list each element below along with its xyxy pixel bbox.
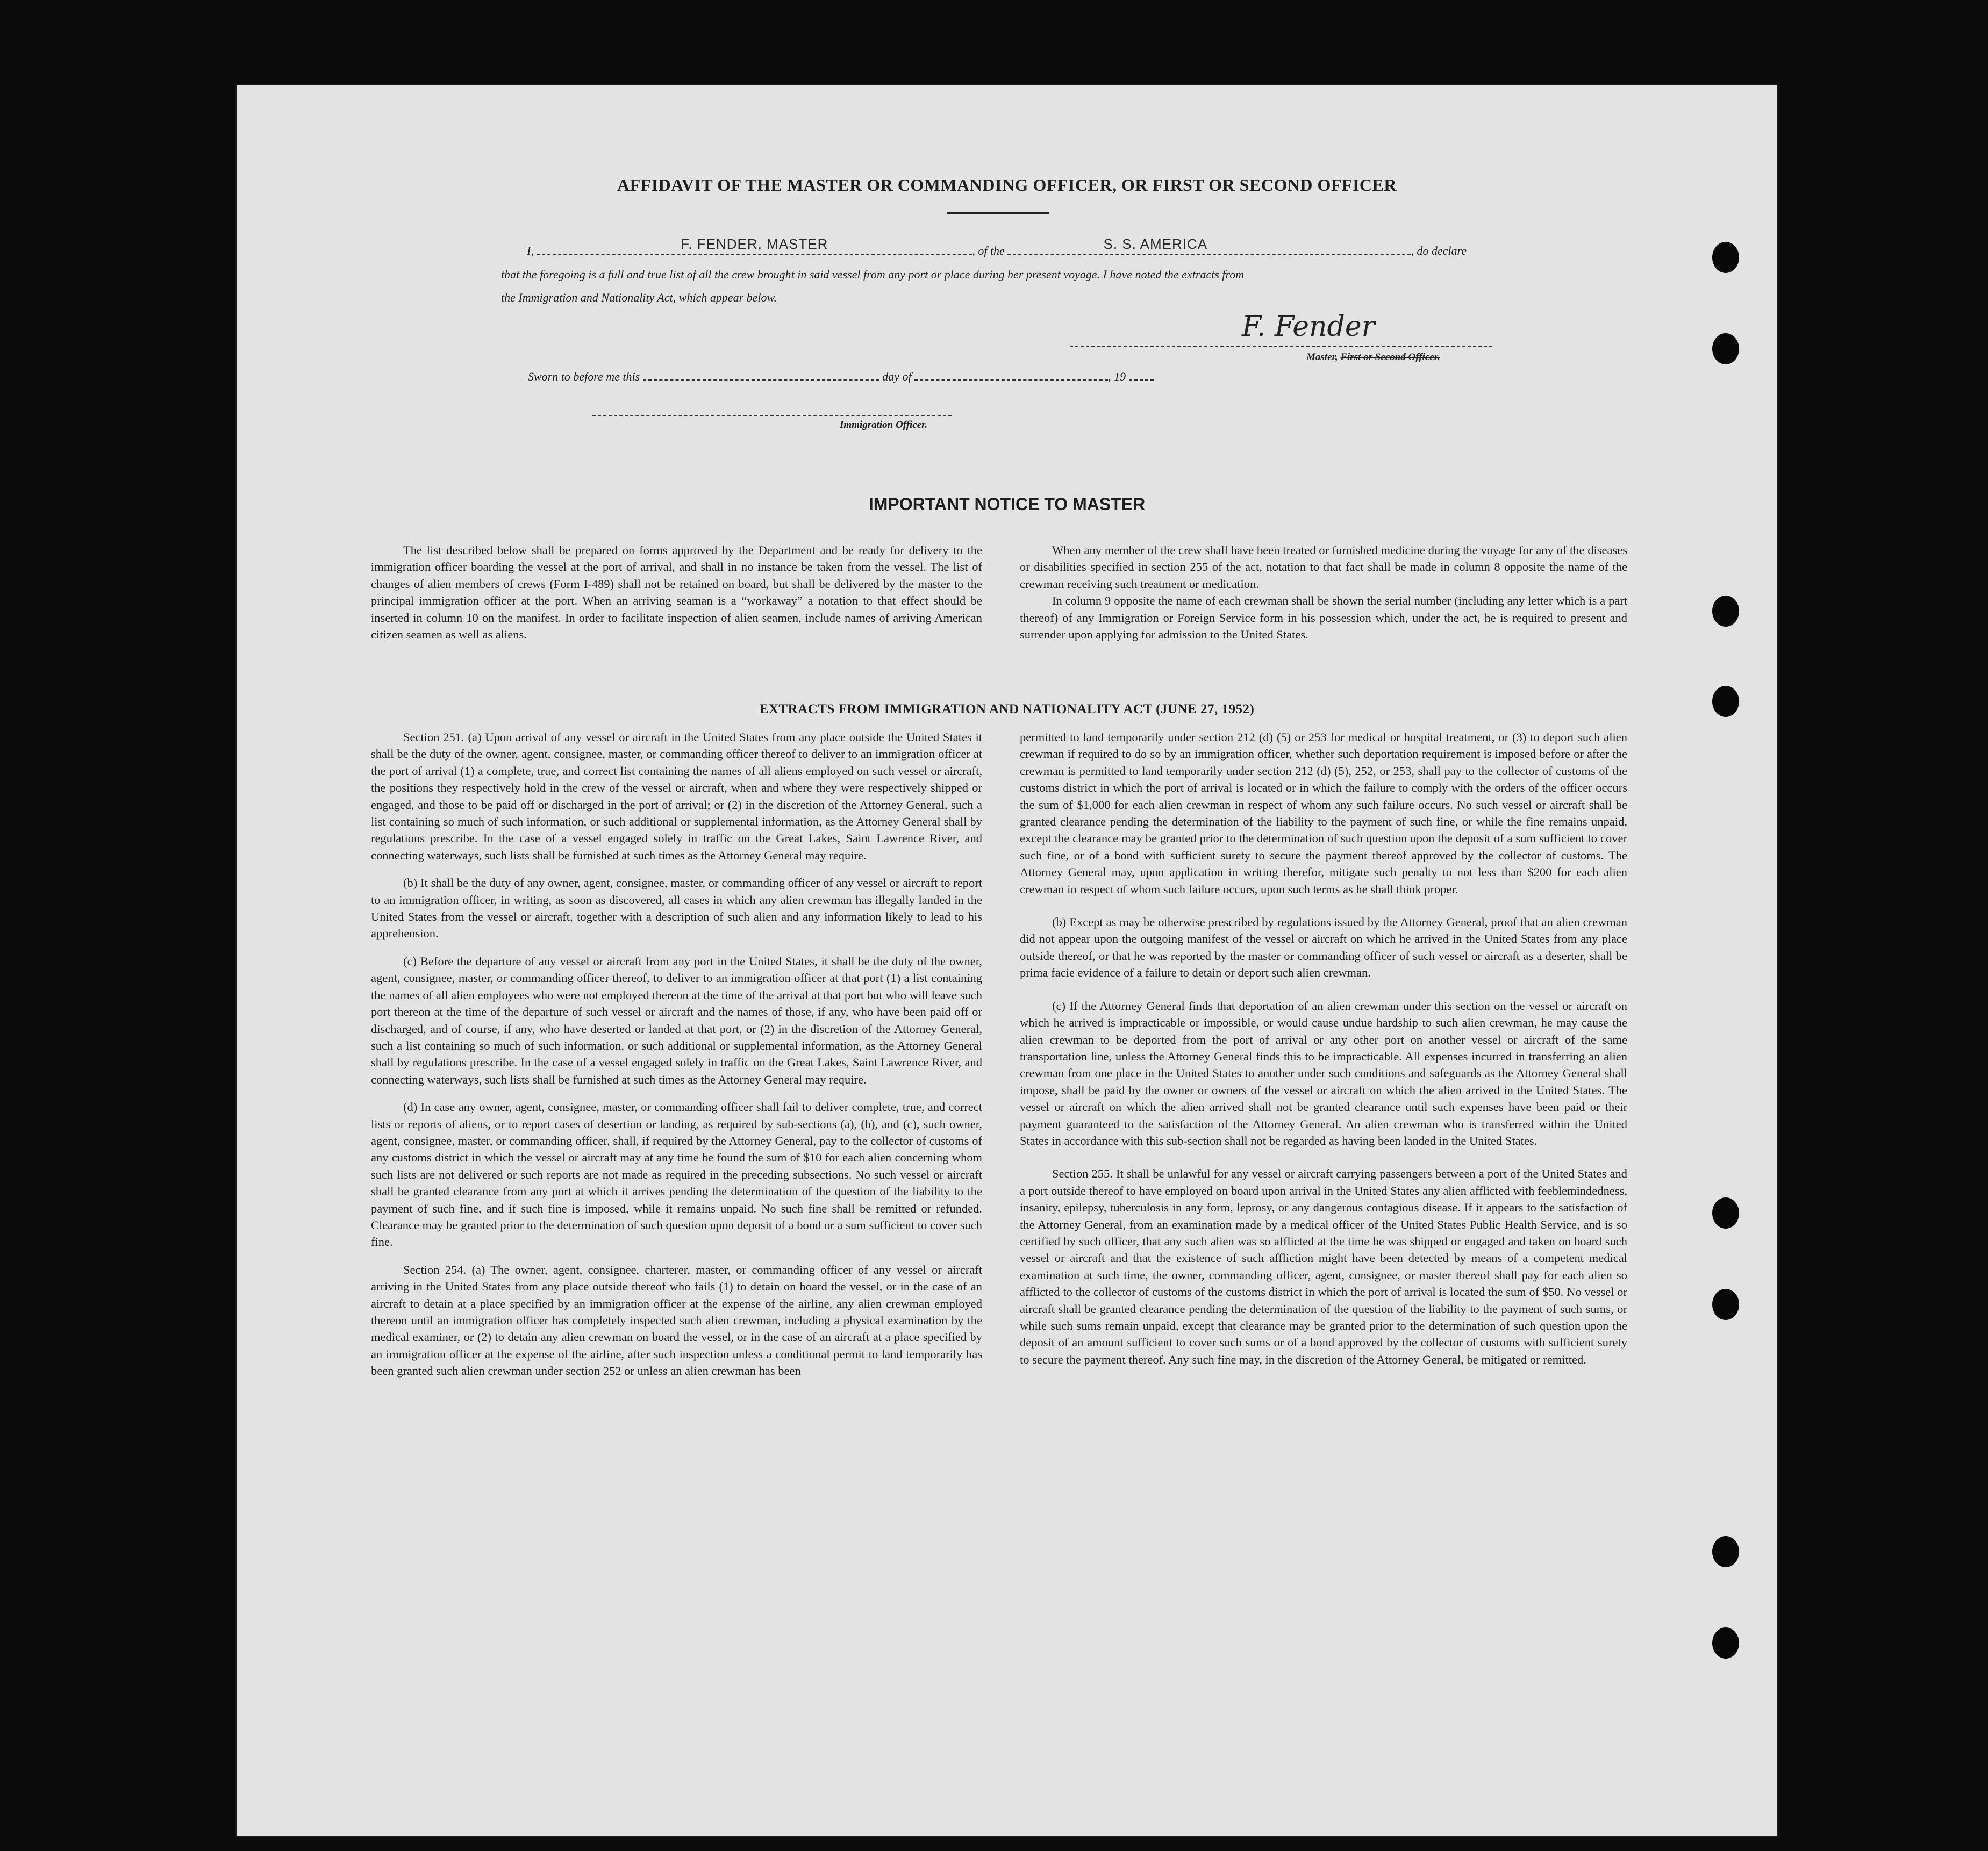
name-value: F. FENDER, MASTER bbox=[681, 236, 828, 252]
signer-caption bbox=[1306, 351, 1440, 363]
notice-left-paragraph: The list described below shall be prepared on forms approved by the Department and be ready for delivery to the immigration officer boarding the vessel at the port of arrival, and shall in no instance be taken from the vessel. The list of changes of alien members of crews (Form I-489) shall not be retained on board, but shall be delivered by the master to the principal immigration officer at the port. When an arriving seaman is a “workaway” a notation to that effect should be inserted in column 10 on the manifest. In order to facilitate inspection of alien seamen, include names of arriving American citizen seamen as well as aliens. bbox=[371, 543, 982, 642]
section-251c: (c) Before the departure of any vessel or aircraft from any port in the United States, it shall be the duty of the owner, agent, consignee, master, or commanding officer thereof, to deliver to an immigration officer at that port (1) a list containing the names of all alien employees who were not employed thereon at the time of the arrival at that port but who will leave such port thereon at the time of the departure of such vessel or aircraft and the names of those, if any, who have been paid off or discharged, and of course, if any, who have deserted or landed at that port, or (2) in the discretion of the Attorney General, such a list containing so much of such information, or such additional or supplemental information, as the Attorney General shall by regulations prescribe. In the case of a vessel engaged solely in traffic on the Great Lakes, Saint Lawrence River, and connecting waterways, such lists shall be furnished at such times as the Attorney General may require. bbox=[371, 954, 982, 1086]
section-254a: Section 254. (a) The owner, agent, consignee, charterer, master, or commanding officer of any vessel or aircraft arriving in the United States from any place outside thereof who fails (1) to detain on board the vessel, or in the case of an aircraft to detain at a place specified by an immigration officer at the expense of the airline, any alien crewman employed thereon until an immigration officer has completely inspected such alien crewman, including a physical examination by the medical examiner, or (2) to detain any alien crewman on board the vessel, or in the case of an aircraft at a place specified by an immigration officer at the expense of the airline, after such inspection unless a conditional permit to land temporarily has been granted such alien crewman under section 252 or unless an alien crewman has been bbox=[371, 1262, 982, 1378]
sworn-year-field bbox=[1129, 370, 1154, 381]
year-label: , 19 bbox=[1108, 370, 1126, 383]
sworn-label: Sworn to before me this bbox=[528, 370, 640, 383]
affidavit-title: AFFIDAVIT OF THE MASTER OR COMMANDING OFFICER, OR FIRST OR SECOND OFFICER bbox=[617, 175, 1397, 195]
signature-line bbox=[1070, 346, 1492, 347]
binder-hole bbox=[1712, 1197, 1739, 1229]
section-251d: (d) In case any owner, agent, consignee, master, or commanding officer shall fail to deliver complete, true, and correct lists or reports of aliens, or to report cases of desertion or landing, as required by sub-sections (a), (b), and (c), such owner, agent, consignee, master, or commanding officer, shall, if required by the Attorney General, pay to the collector of customs of any customs district in which the vessel or aircraft may at any time be found the sum of $10 for each alien concerning whom such lists are not delivered or such reports are not made as required in the preceding subsections. No such vessel or aircraft shall be granted clearance from any port at which it arrives pending the determination of the question of the liability to the payment of such fine, and if such fine is imposed, while it remains unpaid. No such fine shall be remitted or refunded. Clearance may be granted prior to the determination of such question upon deposit of a bond or a sum sufficient to cover such fine. bbox=[371, 1100, 982, 1249]
immigration-officer-line bbox=[592, 415, 952, 416]
vessel-field bbox=[1007, 236, 1411, 255]
do-declare-label: , do declare bbox=[1411, 244, 1467, 257]
section-251a: Section 251. (a) Upon arrival of any vessel or aircraft in the United States from any place outside the United States it shall be the duty of the owner, agent, consignee, master, or commanding officer thereof to deliver to an immigration officer at the port of arrival (1) a complete, true, and correct list containing the names of all aliens employed on such vessel or aircraft, the positions they respectively hold in the crew of the vessel or aircraft, when and where they were respectively shipped or engaged, and those to be paid off or discharged in the port of arrival; or (2) in the discretion of the Attorney General, such a list containing so much of such information, or such additional or supplemental information, as the Attorney General shall by regulations prescribe. In the case of a vessel engaged solely in traffic on the Great Lakes, Saint Lawrence River, and connecting waterways, such lists shall be furnished at such times as the Attorney General may require. bbox=[371, 730, 982, 862]
extracts-right-column bbox=[1020, 729, 1627, 1379]
notice-left-column bbox=[371, 542, 982, 654]
title-rule bbox=[947, 212, 1049, 214]
sworn-month-field bbox=[914, 370, 1108, 381]
sworn-line bbox=[528, 370, 1154, 384]
immigration-officer-caption: Immigration Officer. bbox=[840, 419, 928, 431]
master-signature: F. Fender bbox=[1242, 311, 1375, 343]
binder-hole bbox=[1712, 333, 1739, 364]
statement-line-1: that the foregoing is a full and true list of all the crew brought in said vessel from any port or place during her present voyage. I have noted the extracts from bbox=[501, 268, 1245, 281]
of-the-label: , of the bbox=[972, 244, 1005, 257]
notice-heading: IMPORTANT NOTICE TO MASTER bbox=[868, 494, 1146, 514]
binder-hole bbox=[1712, 1536, 1739, 1567]
notice-right-paragraph-2: In column 9 opposite the name of each crewman shall be shown the serial number (including any letter which is a part thereof) of any Immigration or Foreign Service form in his possession which, under the act, he is required to present and surrender upon applying for admission to the United States. bbox=[1020, 594, 1627, 642]
section-254c: (c) If the Attorney General finds that deportation of an alien crewman under this section on the vessel or aircraft on which he arrived is impracticable or impossible, or would cause undue hardship to such alien crewman, he may cause the alien crewman to be deported from the port of arrival or any other port on another vessel or aircraft of the same transportation line, unless the Attorney General finds this to be impracticable. All expenses incurred in transferring an alien crewman from one place in the United States to another under such conditions and safeguards as the Attorney General shall impose, shall be paid by the owner or owners of the vessel or aircraft on which the alien arrived in the United States. The vessel or aircraft on which the alien arrived shall not be granted clearance until such expenses have been paid or their payment guaranteed to the satisfaction of the Attorney General. An alien crewman who is transferred within the United States in accordance with this sub-section shall not be regarded as having been landed in the United States. bbox=[1020, 999, 1627, 1147]
sworn-day-field bbox=[643, 370, 879, 381]
i-label: I, bbox=[527, 244, 534, 257]
document-page bbox=[237, 85, 1777, 1836]
section-255: Section 255. It shall be unlawful for any vessel or aircraft carrying passengers between a port of the United States and a port outside thereof to have employed on board upon arrival in the United States any alien afflicted with feeblemindedness, insanity, epilepsy, tuberculosis in any form, leprosy, or any dangerous contagious disease. If it appears to the satisfaction of the Attorney General, from an examination made by a medical officer of the United States Public Health Service, and is so certified by such officer, that any such alien was so afflicted at the time he was shipped or engaged and taken on board such vessel or aircraft and that the existence of such affliction might have been detected by means of a competent medical examination at such time, the owner, commanding officer, agent, consignee, or master thereof shall pay for each alien so afflicted to the collector of customs of the customs district in which the port of arrival is located the sum of $50. No vessel or aircraft shall be granted clearance pending the determination of the question of the liability to the payment of such sums, or while such sums remain unpaid, except that clearance may be granted prior to the determination of such question upon the deposit of an amount sufficient to cover such sums or of a bond approved by the collector of customs with sufficient surety to secure the payment thereof. Any such fine may, in the discretion of the Attorney General, be mitigated or remitted. bbox=[1020, 1167, 1627, 1366]
notice-right-paragraph-1: When any member of the crew shall have been treated or furnished medicine during the voyage for any of the diseases or disabilities specified in section 255 of the act, notation to that fact shall be made in column 8 opposite the name of the crewman receiving such treatment or medication. bbox=[1020, 543, 1627, 591]
binder-hole bbox=[1712, 596, 1739, 627]
statement-line-2: the Immigration and Nationality Act, which appear below. bbox=[501, 291, 777, 304]
extracts-heading: EXTRACTS FROM IMMIGRATION AND NATIONALITY ACT (JUNE 27, 1952) bbox=[759, 702, 1255, 716]
vessel-value: S. S. AMERICA bbox=[1103, 236, 1208, 252]
section-254a-continued: permitted to land temporarily under section 212 (d) (5) or 253 for medical or hospital treatment, or (3) to deport such alien crewman if required to do so by an immigration officer, whether such deportation requirement is imposed before or after the crewman is permitted to land temporarily under section 212 (d) (5), 252, or 253, shall pay to the collector of customs of the customs district in which the port of arrival is located or in which the failure to comply with the orders of the officer occurs the sum of $1,000 for each alien crewman in respect of whom any such failure occurs. No such vessel or aircraft shall be granted clearance pending the determination of the liability to the payment of such fine, or while the fine remains unpaid, except the clearance may be granted prior to the determination of such question upon the deposit of a sum sufficient to cover such fine, or of a bond with sufficient surety to secure the payment thereof approved by the collector of customs. The Attorney General may, upon application in writing therefor, mitigate such penalty to not less than $200 for each alien crewman in respect of whom such failure occurs, upon such terms as he shall think proper. bbox=[1020, 730, 1627, 896]
notice-right-column bbox=[1020, 542, 1627, 654]
section-254b: (b) Except as may be otherwise prescribed by regulations issued by the Attorney General, proof that an alien crewman did not appear upon the outgoing manifest of the vessel or aircraft on which he arrived in the United States from any place outside thereof, or that he was reported by the master or commanding officer of such vessel or aircraft as a deserter, shall be prima facie evidence of a failure to detain or deport such alien crewman. bbox=[1020, 915, 1627, 980]
binder-hole bbox=[1712, 1627, 1739, 1659]
extracts-left-column bbox=[371, 729, 982, 1390]
section-251b: (b) It shall be the duty of any owner, agent, consignee, master, or commanding officer of any vessel or aircraft to report to an immigration officer, in writing, as soon as discovered, all cases in which any alien crewman has illegally landed in the United States from the vessel or aircraft, together with a description of such alien and any information likely to lead to his apprehension. bbox=[371, 876, 982, 941]
binder-hole bbox=[1712, 1289, 1739, 1320]
signer-caption-crossed: First or Second Officer. bbox=[1340, 351, 1440, 363]
signer-caption-master: Master, bbox=[1306, 351, 1338, 363]
declaration-line bbox=[527, 236, 1731, 258]
day-of-label: day of bbox=[882, 370, 912, 383]
